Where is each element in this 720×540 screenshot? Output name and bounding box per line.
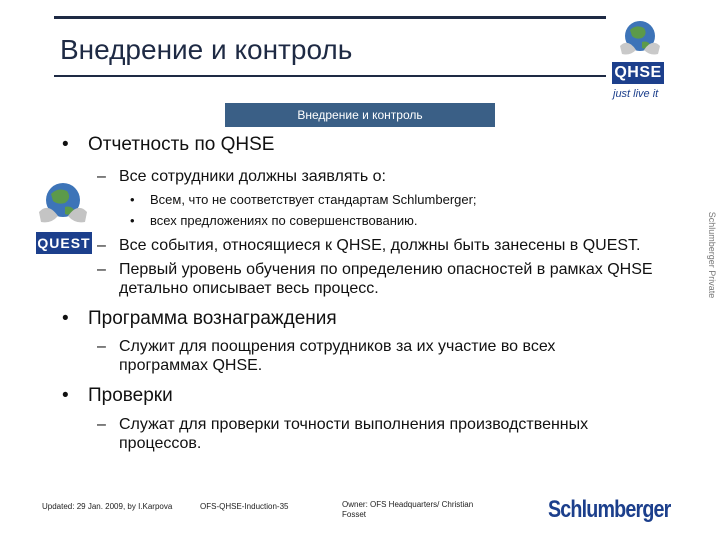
dash-icon: – bbox=[97, 416, 106, 433]
sub-list-item-text: всех предложениях по совершенствованию. bbox=[150, 213, 418, 228]
bullet-icon: • bbox=[62, 134, 69, 155]
qhse-tagline: just live it bbox=[613, 88, 659, 100]
section-title: Программа вознаграждения bbox=[88, 308, 337, 329]
bullet-icon: • bbox=[62, 308, 69, 329]
quest-logo-text: QUEST bbox=[36, 232, 92, 254]
dash-icon: – bbox=[97, 237, 106, 254]
list-item-text: Все события, относящиеся к QHSE, должны быть занесены в QUEST. bbox=[119, 237, 641, 254]
dash-icon: – bbox=[97, 338, 106, 355]
footer-owner: Owner: OFS Headquarters/ Christian Fosset bbox=[342, 500, 474, 519]
bullet-icon: • bbox=[62, 385, 69, 406]
globe-hands-icon bbox=[618, 16, 662, 60]
globe-hands-icon bbox=[38, 178, 88, 228]
list-item-text: Первый уровень обучения по определению опасностей в рамках QHSE детально описывает весь процесс. bbox=[119, 261, 653, 297]
header-top-rule bbox=[54, 16, 606, 19]
section-title: Проверки bbox=[88, 385, 173, 406]
dash-icon: – bbox=[97, 261, 106, 278]
quest-logo bbox=[30, 178, 94, 260]
section-banner: Внедрение и контроль bbox=[225, 103, 495, 127]
qhse-logo bbox=[612, 16, 670, 112]
schlumberger-logo: Schlumberger bbox=[548, 496, 671, 523]
list-item-text: Служат для проверки точности выполнения производственных процессов. bbox=[119, 416, 589, 452]
list-item-text: Все сотрудники должны заявлять о: bbox=[119, 168, 386, 185]
footer-doc-id: OFS-QHSE-Induction-35 bbox=[200, 502, 289, 511]
footer-updated: Updated: 29 Jan. 2009, by I.Karpova bbox=[42, 502, 173, 511]
list-item-text: Служит для поощрения сотрудников за их участие во всех программах QHSE. bbox=[119, 338, 556, 374]
bullet-icon: • bbox=[130, 213, 135, 228]
confidentiality-label-text: Schlumberger Private bbox=[707, 211, 717, 299]
section-title: Отчетность по QHSE bbox=[88, 134, 275, 155]
bullet-icon: • bbox=[130, 192, 135, 207]
page-title: Внедрение и контроль bbox=[60, 34, 353, 65]
header-bottom-rule bbox=[54, 75, 606, 77]
sub-list-item-text: Всем, что не соответствует стандартам Schlumberger; bbox=[150, 192, 477, 207]
confidentiality-label bbox=[706, 196, 718, 316]
qhse-logo-text: QHSE bbox=[612, 62, 664, 84]
dash-icon: – bbox=[97, 168, 106, 185]
